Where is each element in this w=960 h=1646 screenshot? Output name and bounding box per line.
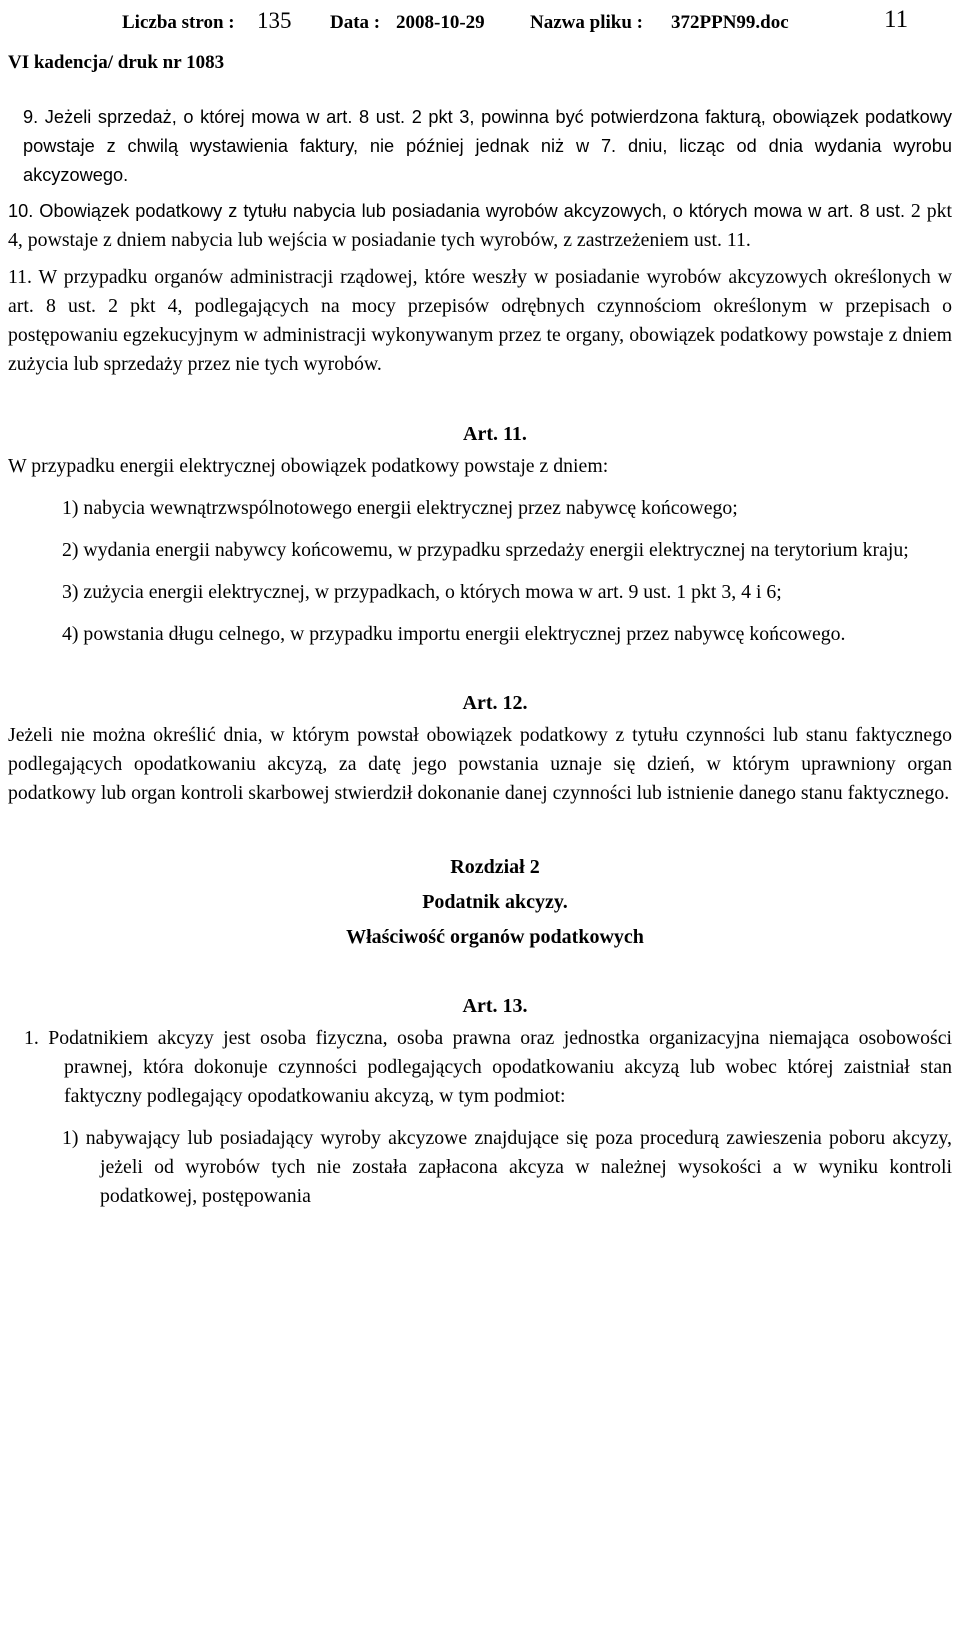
art-11-item-4: 4) powstania długu celnego, w przypadku importu energii elektrycznej przez nabywcę końcowego. — [62, 623, 846, 645]
art-11-heading: Art. 11. — [463, 423, 527, 445]
document-body — [8, 100, 952, 1211]
art-11-item-3: 3) zużycia energii elektrycznej, w przypadkach, o których mowa w art. 9 ust. 1 pkt 3, 4 i 6; — [62, 581, 782, 603]
document-subtitle: VI kadencja/ druk nr 1083 — [8, 52, 225, 73]
page-count-value: 135 — [257, 8, 292, 33]
paragraph-11 — [8, 263, 952, 379]
page-number: 11 — [884, 6, 909, 33]
chapter-title: Podatnik akcyzy. — [422, 891, 568, 913]
file-label: Nazwa pliku : — [530, 12, 643, 33]
paragraph-10-part-b: 2 pkt 4, powstaje z dniem nabycia lub wejścia w posiadanie tych wyrobów, z zastrzeżeniem ust. 11. — [8, 200, 952, 251]
art-12-text: Jeżeli nie można określić dnia, w którym powstał obowiązek podatkowy z tytułu czynności lub stanu faktycznego podlegających opodatkowaniu akcyzą, za datę jego powstania uznaje się dzień, w którym uprawniony organ podatkowy lub organ kontroli skarbowej stwierdził dokonanie danej czynności lub istnienie danego stanu faktycznego. — [8, 724, 952, 804]
chapter-subtitle: Właściwość organów podatkowych — [346, 926, 644, 948]
date-value: 2008-10-29 — [396, 12, 485, 33]
art-11-item-1: 1) nabycia wewnątrzwspólnotowego energii elektrycznej przez nabywcę końcowego; — [62, 497, 738, 519]
art-11-intro: W przypadku energii elektrycznej obowiązek podatkowy powstaje z dniem: — [8, 455, 609, 477]
art-13-paragraph-1: 1. Podatnikiem akcyzy jest osoba fizyczna, osoba prawna oraz jednostka organizacyjna niemająca osobowości prawnej, która dokonuje czynności podlegających opodatkowaniu akcyzą lub wobec której zaistniał stan faktyczny podlegający opodatkowaniu akcyzą, w tym podmiot: — [24, 1027, 952, 1107]
paragraph-11-part-a: 11. W przypadku organów administracji rządowej, które weszły w posiadanie wyrobów akcyzowych określonych w art. 8 ust. — [8, 266, 952, 317]
art-13-item-1: 1) nabywający lub posiadający wyroby akcyzowe znajdujące się poza procedurą zawieszenia poboru akcyzy, jeżeli od wyrobów tych nie została zapłacona akcyza w należnej wysokości a w wyniku kontroli podatkowej, postępowania — [62, 1127, 952, 1207]
art-11-item-2: 2) wydania energii nabywcy końcowemu, w przypadku sprzedaży energii elektrycznej na terytorium kraju; — [62, 539, 909, 561]
paragraph-10-part-a: 10. Obowiązek podatkowy z tytułu nabycia lub posiadania wyrobów akcyzowych, o których mowa w art. 8 ust. — [8, 201, 905, 221]
paragraph-10 — [8, 197, 952, 255]
art-13-heading: Art. 13. — [462, 995, 528, 1017]
file-value: 372PPN99.doc — [671, 12, 789, 33]
page-count-label: Liczba stron : — [122, 12, 235, 33]
paragraph-11-part-b: 2 pkt 4, podlegających na mocy przepisów odrębnych czynnościom określonym w przepisach o postępowaniu egzekucyjnym w administracji wykonywanym przez te organy, obowiązek podatkowy powstaje z dniem zużycia lub sprzedaży przez nie tych wyrobów. — [8, 295, 952, 375]
paragraph-9: 9. Jeżeli sprzedaż, o której mowa w art. 8 ust. 2 pkt 3, powinna być potwierdzona fakturą, obowiązek podatkowy powstaje z chwilą wystawienia faktury, nie później jednak niż w 7. dniu, licząc od dnia wydania wyrobu akcyzowego. — [23, 107, 952, 185]
page-header — [0, 6, 960, 38]
art-12-heading: Art. 12. — [462, 692, 528, 714]
date-label: Data : — [330, 12, 381, 33]
chapter-number: Rozdział 2 — [450, 856, 540, 878]
